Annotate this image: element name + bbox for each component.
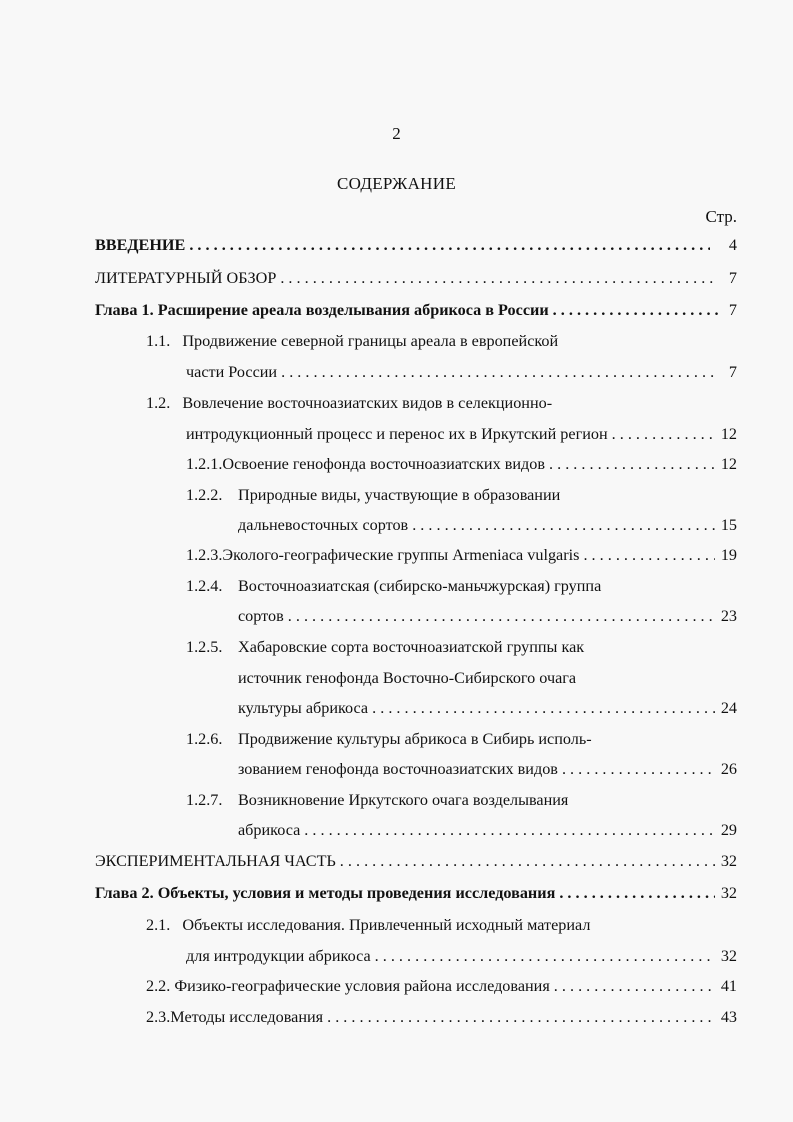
toc-entry-text: Освоение генофонда восточноазиатских видов xyxy=(222,455,546,473)
toc-entry-2-2[interactable] xyxy=(146,976,737,996)
toc-entry-2-1-line2[interactable] xyxy=(186,946,737,966)
toc-entry-text: Возникновение Иркутского очага возделывания xyxy=(238,791,569,809)
leader-dots xyxy=(412,515,715,535)
toc-page-number: 12 xyxy=(720,455,737,473)
toc-entry-number: 1.2.5. xyxy=(186,638,223,656)
toc-entry-text: Глава 1. Расширение ареала возделывания абрикоса в России xyxy=(95,301,549,319)
toc-entry-experimental-part[interactable] xyxy=(95,851,737,871)
toc-entry-text: Продвижение северной границы ареала в европейской xyxy=(182,332,559,350)
toc-entry-text: ЛИТЕРАТУРНЫЙ ОБЗОР xyxy=(95,269,277,287)
toc-entry-text: части России xyxy=(186,363,278,381)
toc-page-number: 23 xyxy=(720,607,737,625)
leader-dots xyxy=(189,235,710,255)
toc-page-number: 7 xyxy=(728,363,737,381)
toc-entry-text: дальневосточных сортов xyxy=(238,516,409,534)
toc-entry-chapter-2[interactable] xyxy=(95,883,737,903)
leader-dots xyxy=(549,454,715,474)
toc-entry-text: интродукционный процесс и перенос их в Иркутский регион xyxy=(186,425,608,443)
leader-dots xyxy=(304,820,714,840)
toc-entry-1-2-6-line1[interactable] xyxy=(186,729,592,749)
toc-page-number: 32 xyxy=(720,884,737,902)
toc-page-number: 15 xyxy=(720,516,737,534)
toc-page-number: 12 xyxy=(720,425,737,443)
toc-entry-1-2-2-line2[interactable] xyxy=(238,515,737,535)
toc-entry-text: Вовлечение восточноазиатских видов в селекционно- xyxy=(182,394,553,412)
toc-entry-number: 1.2.4. xyxy=(186,577,223,595)
toc-entry-text: Методы исследования xyxy=(170,1008,324,1026)
leader-dots xyxy=(372,698,715,718)
toc-entry-2-1-line1[interactable] xyxy=(146,915,590,935)
toc-entry-number: 1.2.7. xyxy=(186,791,223,809)
toc-entry-literature-review[interactable] xyxy=(95,268,737,288)
page-number: 2 xyxy=(392,124,401,143)
toc-entry-number: 1.2.6. xyxy=(186,730,223,748)
toc-entry-number: 2.1. xyxy=(146,916,171,934)
toc-entry-number: 2.3. xyxy=(146,1008,171,1026)
toc-entry-1-1-line2[interactable] xyxy=(186,362,737,382)
leader-dots xyxy=(288,606,714,626)
toc-entry-text: ЭКСПЕРИМЕНТАЛЬНАЯ ЧАСТЬ xyxy=(95,852,336,870)
toc-page-number: 29 xyxy=(720,821,737,839)
toc-entry-1-2-4-line2[interactable] xyxy=(238,606,737,626)
toc-entry-number: 1.2.1. xyxy=(186,455,223,473)
toc-page-number: 32 xyxy=(720,947,737,965)
toc-page-number: 7 xyxy=(728,269,737,287)
toc-entry-text: зованием генофонда восточноазиатских видов xyxy=(238,760,558,778)
leader-dots xyxy=(583,545,714,565)
toc-entry-number: 1.2.3. xyxy=(186,546,223,564)
toc-page-number: 7 xyxy=(728,301,737,319)
toc-page-number: 26 xyxy=(720,760,737,778)
leader-dots xyxy=(327,1007,715,1027)
toc-page-number: 43 xyxy=(720,1008,737,1026)
toc-page-number: 19 xyxy=(720,546,737,564)
toc-entry-1-2-5-line2[interactable]: источник генофонда Восточно-Сибирского очага xyxy=(238,669,577,687)
toc-entry-1-2-2-line1[interactable] xyxy=(186,485,560,505)
leader-dots xyxy=(375,946,715,966)
toc-page-number: 32 xyxy=(720,852,737,870)
leader-dots xyxy=(553,300,723,320)
toc-entry-text: Природные виды, участвующие в образовании xyxy=(238,486,561,504)
toc-entry-text: Хабаровские сорта восточноазиатской группы как xyxy=(238,638,585,656)
toc-entry-1-2-3[interactable] xyxy=(186,545,737,565)
toc-entry-number: 1.2.2. xyxy=(186,486,223,504)
toc-entry-1-2-line1[interactable] xyxy=(146,393,552,413)
toc-entry-1-2-7-line1[interactable] xyxy=(186,790,568,810)
toc-entry-1-2-5-line1[interactable] xyxy=(186,637,584,657)
toc-entry-1-2-7-line2[interactable] xyxy=(238,820,737,840)
toc-entry-number: 1.2. xyxy=(146,394,171,412)
leader-dots xyxy=(340,851,715,871)
page-column-label: Стр. xyxy=(705,207,737,226)
toc-entry-text: культуры абрикоса xyxy=(238,699,369,717)
toc-entry-text: 2.2. Физико-географические условия района исследования xyxy=(146,977,550,995)
toc-page-number: 41 xyxy=(720,977,737,995)
toc-entry-text: Восточноазиатская (сибирско-маньчжурская) группа xyxy=(238,577,602,595)
leader-dots xyxy=(280,268,713,288)
toc-entry-1-2-line2[interactable] xyxy=(186,424,737,444)
toc-entry-text: Глава 2. Объекты, условия и методы проведения исследования xyxy=(95,884,556,902)
toc-entry-1-2-1[interactable] xyxy=(186,454,737,474)
toc-entry-introduction[interactable] xyxy=(95,235,737,255)
toc-entry-text: Продвижение культуры абрикоса в Сибирь исполь- xyxy=(238,730,592,748)
toc-entry-1-2-6-line2[interactable] xyxy=(238,759,737,779)
page-title: СОДЕРЖАНИЕ xyxy=(336,174,457,193)
toc-page-number: 4 xyxy=(728,236,737,254)
toc-entry-text: абрикоса xyxy=(238,821,301,839)
toc-entry-1-1-line1[interactable] xyxy=(146,331,558,351)
leader-dots xyxy=(281,362,714,382)
toc-entry-text: сортов xyxy=(238,607,284,625)
leader-dots xyxy=(559,883,714,903)
leader-dots xyxy=(612,424,715,444)
toc-entry-1-2-4-line1[interactable] xyxy=(186,576,601,596)
toc-entry-1-2-5-line3[interactable] xyxy=(238,698,737,718)
toc-entry-chapter-1[interactable] xyxy=(95,300,737,320)
leader-dots xyxy=(562,759,715,779)
toc-entry-text: Объекты исследования. Привлеченный исходный материал xyxy=(182,916,591,934)
toc-entry-text: Эколого-географические группы Armeniaca vulgaris xyxy=(222,546,580,564)
toc-entry-text: для интродукции абрикоса xyxy=(186,947,371,965)
toc-page-number: 24 xyxy=(720,699,737,717)
toc-entry-number: 1.1. xyxy=(146,332,171,350)
toc-entry-text: ВВЕДЕНИЕ xyxy=(95,236,186,254)
leader-dots xyxy=(554,976,715,996)
toc-entry-2-3[interactable] xyxy=(146,1007,737,1027)
